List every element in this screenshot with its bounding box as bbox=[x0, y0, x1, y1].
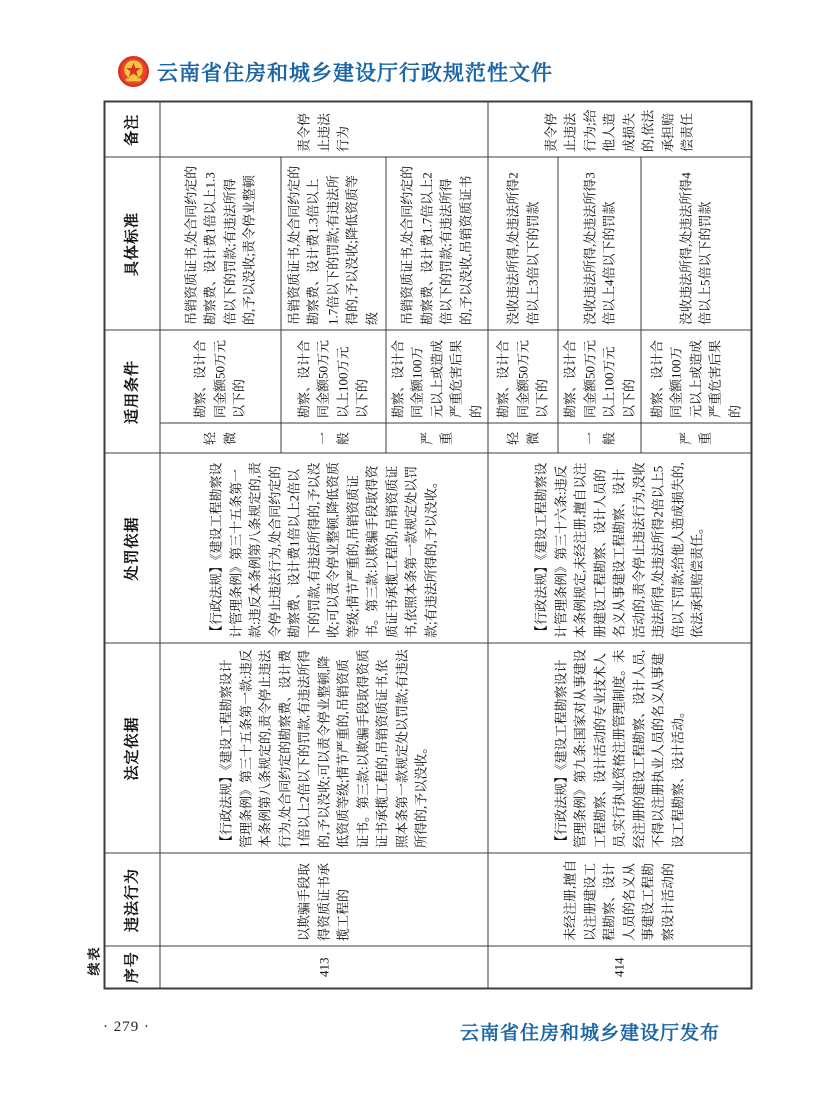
row-414-legal-basis: 【行政法规】《建设工程勘察设计管理条例》第九条:国家对从事建设工程勘察、设计活动的专业技术人员,实行执业资格注册管理制度。未经注册的建设工程勘察、设计人员,不得以注册执业人员的名义从事建设工程勘察、设计活动。 bbox=[488, 644, 751, 854]
table-header-row bbox=[105, 101, 160, 988]
row-413-tier2-level: 一般 bbox=[281, 424, 386, 454]
page-title: 云南省住房和城乡建设厅行政规范性文件 bbox=[157, 61, 553, 85]
header-standard: 具体标准 bbox=[105, 157, 160, 330]
row-414-behavior: 未经注册,擅自以注册建设工程勘察、设计人员的名义从事建设工程勘察设计活动的 bbox=[488, 854, 751, 947]
row-414-tier2-condition: 勘察、设计合同金额50万元以上100万元以下的 bbox=[558, 330, 641, 423]
penalty-standards-table bbox=[104, 100, 753, 989]
row-414-tier1-level: 轻微 bbox=[488, 424, 558, 454]
continuation-label: 续表 bbox=[86, 945, 102, 976]
header-penalty-basis: 处罚依据 bbox=[105, 454, 160, 644]
row-414-penalty-basis: 【行政法规】《建设工程勘察设计管理条例》第三十六条:违反本条例规定,未经注册,擅自以注册建设工程勘察、设计人员的名义从事建设工程勘察、设计活动的,责令停止违法行为,没收违法所得,处违法所得2倍以上5倍以下罚款;给他人造成损失的,依法承担赔偿责任。 bbox=[488, 454, 751, 644]
row-414-tier2-level: 一般 bbox=[558, 424, 641, 454]
row-413-behavior: 以欺骗手段取得资质证书承揽工程的 bbox=[160, 854, 489, 947]
row-413-tier3-standard: 吊销资质证书,处合同约定的勘察费、设计费1.7倍以上2倍以下的罚款;有违法所得的,予以没收,吊销资质证书 bbox=[386, 157, 489, 330]
row-414-tier3-condition: 勘察、设计合同金额100万元以上或造成严重危害后果的 bbox=[641, 330, 751, 423]
row-414-tier1-standard: 没收违法所得,处违法所得2倍以上3倍以下的罚款 bbox=[488, 157, 558, 330]
publisher-label: 云南省住房和城乡建设厅发布 bbox=[459, 1023, 720, 1044]
page-number: · 279 · bbox=[103, 1019, 150, 1035]
row-413-tier1-level: 轻微 bbox=[160, 424, 281, 454]
row-414-tier3-level: 严重 bbox=[641, 424, 751, 454]
row-413-tier1-condition: 勘察、设计合同金额50万元以下的 bbox=[160, 330, 281, 423]
national-emblem-logo-icon bbox=[117, 55, 150, 88]
header-behavior: 违法行为 bbox=[105, 854, 160, 947]
table-row bbox=[488, 101, 558, 988]
row-413-legal-basis: 【行政法规】《建设工程勘察设计管理条例》第三十五条第一款:违反本条例第八条规定的,责令停止违法行为,处合同约定的勘察费、设计费1倍以上2倍以下的罚款,有违法所得的,予以没收;可以责令停业整顿,降低资质等级;情节严重的,吊销资质证书。第三款:以欺骗手段取得资质证书承揽工程的,吊销资质证书,依照本条第一款规定处以罚款;有违法所得的,予以没收。 bbox=[160, 644, 489, 854]
header-legal-basis: 法定依据 bbox=[105, 644, 160, 854]
header-seq: 序号 bbox=[105, 947, 160, 989]
row-413-tier3-condition: 勘察、设计合同金额100万元以上或造成严重危害后果的 bbox=[386, 330, 489, 423]
row-414-seq: 414 bbox=[488, 947, 751, 989]
table-row bbox=[160, 101, 281, 988]
row-413-remark: 责令停止违法行为 bbox=[160, 101, 489, 157]
row-413-tier3-level: 严重 bbox=[386, 424, 489, 454]
row-413-tier2-standard: 吊销资质证书,处合同约定的勘察费、设计费1.3倍以上1.7倍以下的罚款;有违法所得的,予以没收;降低资质等级 bbox=[281, 157, 386, 330]
row-414-remark: 责令停止违法行为;给他人造成损失的,依法承担赔偿责任 bbox=[488, 101, 751, 157]
row-413-seq: 413 bbox=[160, 947, 489, 989]
row-414-tier2-standard: 没收违法所得,处违法所得3倍以上4倍以下的罚款 bbox=[558, 157, 641, 330]
row-413-penalty-basis: 【行政法规】《建设工程勘察设计管理条例》第三十五条第一款:违反本条例第八条规定的,责令停止违法行为,处合同约定的勘察费、设计费1倍以上2倍以下的罚款,有违法所得的,予以没收;可以责令停业整顿,降低资质等级;情节严重的,吊销资质证书。第三款:以欺骗手段取得资质证书承揽工程的,吊销资质证书,依照本条第一款规定处以罚款;有违法所得的,予以没收。 bbox=[160, 454, 489, 644]
rotated-table-block bbox=[86, 103, 746, 990]
header-remark: 备注 bbox=[105, 101, 160, 157]
header-condition: 适用条件 bbox=[105, 330, 160, 453]
row-413-tier2-condition: 勘察、设计合同金额50万元以上100万元以下的 bbox=[281, 330, 386, 423]
row-414-tier1-condition: 勘察、设计合同金额50万元以下的 bbox=[488, 330, 558, 423]
row-413-tier1-standard: 吊销资质证书,处合同约定的勘察费、设计费1倍以上1.3倍以下的罚款;有违法所得的,予以没收;责令停业整顿 bbox=[160, 157, 281, 330]
row-414-tier3-standard: 没收违法所得,处违法所得4倍以上5倍以下的罚款 bbox=[641, 157, 751, 330]
document-header bbox=[117, 55, 553, 88]
